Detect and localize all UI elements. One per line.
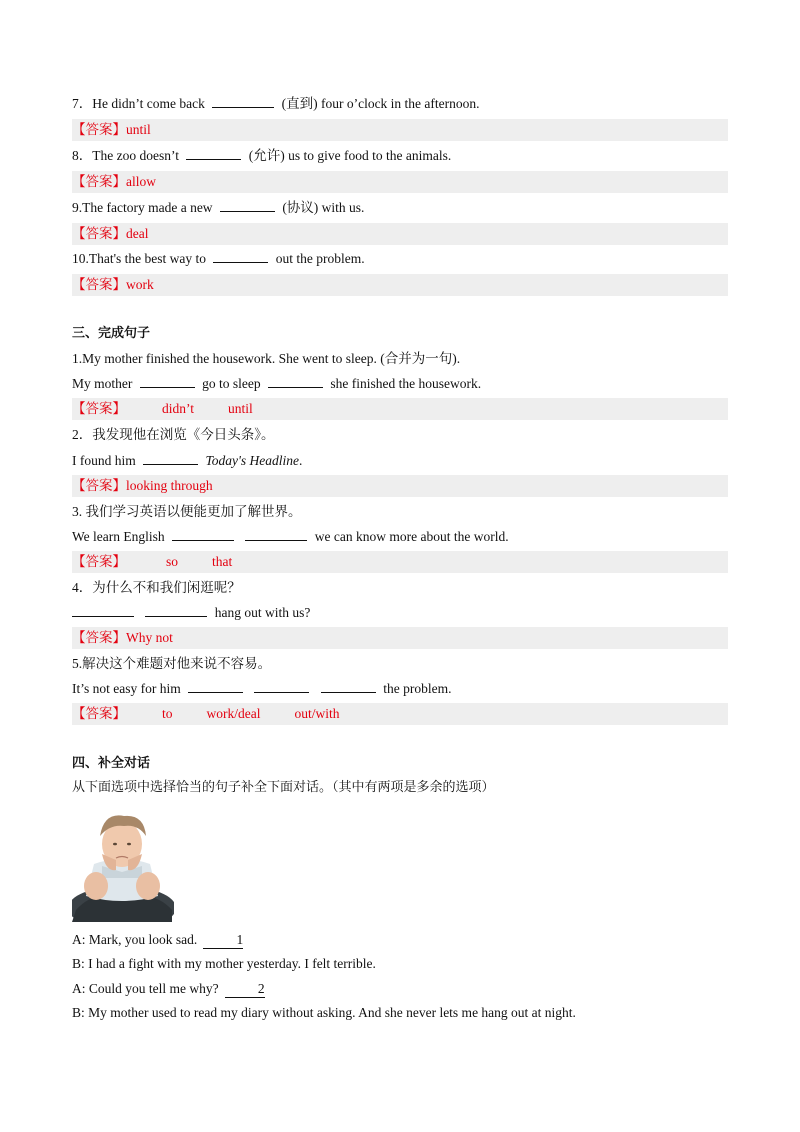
sentence-4-prompt: 4．为什么不和我们闲逛呢？ <box>72 580 241 595</box>
answer-text: to <box>162 706 173 721</box>
question-7 <box>72 93 728 115</box>
sentence-text: we can know more about the world. <box>314 529 509 544</box>
sentence-1 <box>72 373 728 395</box>
answer-tag: 【答案】 <box>72 122 126 137</box>
answer-text: that <box>212 554 233 569</box>
answer-text: work <box>126 277 154 292</box>
dialog-line-4: B: My mother used to read my diary without asking. And she never lets me hang out at night. <box>72 1005 576 1020</box>
answer-text: so <box>166 554 179 569</box>
answer-tag: 【答案】 <box>72 630 126 645</box>
answer-s1 <box>72 398 728 420</box>
sentence-5-prompt: 5.解决这个难题对他来说不容易。 <box>72 656 272 671</box>
answer-s2 <box>72 475 728 497</box>
sentence-text: the problem. <box>383 681 452 696</box>
question-8 <box>72 145 728 167</box>
answer-blank <box>72 602 134 617</box>
sentence-text: hang out with us? <box>214 605 311 620</box>
question-8-text: 8．The zoo doesn’t <box>72 148 179 163</box>
answer-s5 <box>72 703 728 725</box>
question-7-hint: (直到) four o’clock in the afternoon. <box>281 96 480 111</box>
answer-blank <box>140 373 195 388</box>
question-7-text: 7．He didn’t come back <box>72 96 205 111</box>
answer-s4 <box>72 627 728 649</box>
answer-blank <box>212 93 274 108</box>
answer-blank <box>321 678 376 693</box>
sentence-3-prompt: 3. 我们学习英语以便能更加了解世界。 <box>72 504 302 519</box>
sad-boy-photo <box>72 806 174 922</box>
question-10 <box>72 248 728 270</box>
answer-tag: 【答案】 <box>72 226 126 241</box>
question-10-text: 10.That's the best way to <box>72 251 207 266</box>
sentence-3 <box>72 526 728 548</box>
answer-blank <box>213 248 268 263</box>
sentence-text: My mother <box>72 376 133 391</box>
question-9 <box>72 197 728 219</box>
sentence-text: We learn English <box>72 529 165 544</box>
question-8-hint: (允许) us to give food to the animals. <box>248 148 452 163</box>
sentence-4 <box>72 602 728 624</box>
answer-blank <box>145 602 207 617</box>
section-4-title: 四、补全对话 <box>72 756 151 771</box>
answer-text: looking through <box>126 478 213 493</box>
answer-7 <box>72 119 728 141</box>
answer-text: didn’t <box>162 401 195 416</box>
answer-blank <box>172 526 234 541</box>
answer-text: Why not <box>126 630 173 645</box>
section-3-title: 三、完成句子 <box>72 326 151 341</box>
answer-text: out/with <box>294 706 340 721</box>
answer-tag: 【答案】 <box>72 277 126 292</box>
answer-blank <box>186 145 241 160</box>
answer-blank <box>245 526 307 541</box>
answer-text: until <box>228 401 253 416</box>
dialog-line-1 <box>72 929 728 951</box>
answer-tag: 【答案】 <box>72 174 126 189</box>
question-9-text: 9.The factory made a new <box>72 200 213 215</box>
answer-tag: 【答案】 <box>72 554 126 569</box>
answer-text: allow <box>126 174 156 189</box>
dialog-blank-2: 2 <box>225 981 265 998</box>
answer-tag: 【答案】 <box>72 478 126 493</box>
answer-text: until <box>126 122 151 137</box>
sentence-5 <box>72 678 728 700</box>
answer-tag: 【答案】 <box>72 401 126 416</box>
dialog-line-3 <box>72 978 728 1000</box>
answer-blank <box>143 450 198 465</box>
answer-tag: 【答案】 <box>72 706 126 721</box>
dialog-text: A: Could you tell me why? <box>72 981 219 996</box>
answer-8 <box>72 171 728 193</box>
sentence-text: go to sleep <box>202 376 261 391</box>
answer-text: deal <box>126 226 149 241</box>
answer-9 <box>72 223 728 245</box>
sentence-1-prompt: 1.My mother finished the housework. She went to sleep. (合并为一句). <box>72 351 461 366</box>
sentence-2-prompt: 2．我发现他在浏览《今日头条》。 <box>72 427 275 442</box>
sentence-2 <box>72 450 728 472</box>
dialog-blank-1: 1 <box>203 932 243 949</box>
dialog-text: A: Mark, you look sad. <box>72 932 198 947</box>
answer-blank <box>220 197 275 212</box>
sentence-text: It’s not easy for him <box>72 681 181 696</box>
answer-blank <box>268 373 323 388</box>
sentence-text: . <box>299 453 303 468</box>
sentence-text: I found him <box>72 453 136 468</box>
answer-blank <box>254 678 309 693</box>
sentence-italic-title: Today's Headline <box>205 453 300 468</box>
answer-s3 <box>72 551 728 573</box>
question-10-hint: out the problem. <box>275 251 365 266</box>
answer-text: work/deal <box>206 706 261 721</box>
answer-blank <box>188 678 243 693</box>
answer-10 <box>72 274 728 296</box>
section-4-instruction: 从下面选项中选择恰当的句子补全下面对话。（其中有两项是多余的选项） <box>72 780 495 795</box>
question-9-hint: (协议) with us. <box>282 200 365 215</box>
dialog-line-2: B: I had a fight with my mother yesterday. I felt terrible. <box>72 956 376 971</box>
sentence-text: she finished the housework. <box>330 376 482 391</box>
